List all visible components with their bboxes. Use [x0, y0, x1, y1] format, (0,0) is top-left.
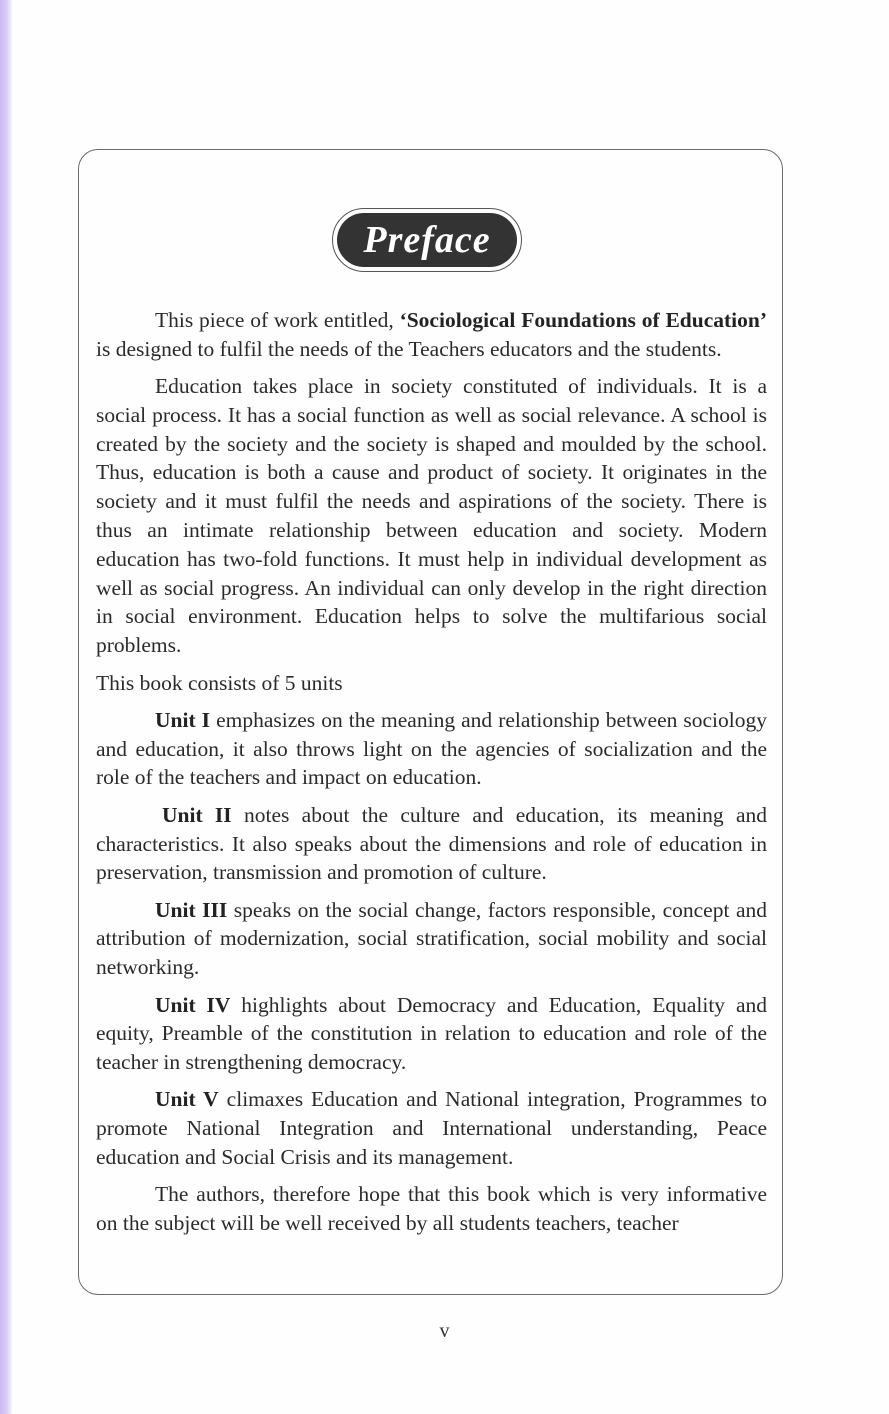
paragraph-unit-1 — [96, 706, 767, 792]
paragraph-unit-5 — [96, 1085, 767, 1171]
unit-description: speaks on the social change, factors responsible, concept and attribution of modernization, social stratification, social mobility and social networking. — [96, 897, 767, 980]
page-number: v — [439, 1320, 450, 1342]
unit-label: Unit II — [162, 802, 232, 827]
page-edge-shadow — [0, 0, 12, 1414]
intro-rest-text: is designed to fulfil the needs of the Teachers educators and the students. — [96, 336, 722, 361]
paragraph-unit-4 — [96, 991, 767, 1077]
paragraph-unit-3 — [96, 896, 767, 982]
unit-label: Unit IV — [155, 992, 231, 1017]
page-title: Preface — [363, 219, 491, 261]
paragraph-education-society: Education takes place in society constituted of individuals. It is a social process. It has a social function as well as social relevance. A school is created by the society and the society is shaped and moulded by the school. Thus, education is both a cause and product of society. It originates in the society and it must fulfil the needs and aspirations of the society. There is thus an intimate relationship between education and society. Modern education has two-fold functions. It must help in individual development as well as social progress. An individual can only develop in the right direction in social environment. Education helps to solve the multifarious social problems. — [96, 374, 767, 658]
unit-label: Unit III — [155, 897, 228, 922]
heading-badge-fill — [337, 213, 517, 267]
heading-badge — [332, 208, 522, 272]
book-title: ‘Sociological Foundations of Education’ — [399, 308, 767, 332]
paragraph-units-intro: This book consists of 5 units — [96, 670, 343, 695]
unit-description: highlights about Democracy and Education, Equality and equity, Preamble of the constitution in relation to education and role of the teacher in strengthening democracy. — [96, 992, 767, 1075]
paragraph-closing: The authors, therefore hope that this book which is very informative on the subject will be well received by all students teachers, teacher — [96, 1182, 767, 1236]
preface-body — [96, 306, 767, 1246]
unit-label: Unit I — [155, 707, 211, 732]
unit-description: climaxes Education and National integration, Programmes to promote National Integration and International understanding, Peace education and Social Crisis and its management. — [96, 1087, 767, 1170]
paragraph-unit-2 — [96, 801, 767, 887]
unit-label: Unit V — [155, 1087, 219, 1112]
intro-lead-text: This piece of work entitled, — [155, 308, 400, 332]
unit-description: emphasizes on the meaning and relationship between sociology and education, it also throws light on the agencies of socialization and the role of the teachers and impact on education. — [96, 707, 768, 790]
paragraph-intro — [96, 306, 767, 364]
unit-description: notes about the culture and education, its meaning and characteristics. It also speaks about the dimensions and role of education in preservation, transmission and promotion of culture. — [96, 802, 767, 885]
